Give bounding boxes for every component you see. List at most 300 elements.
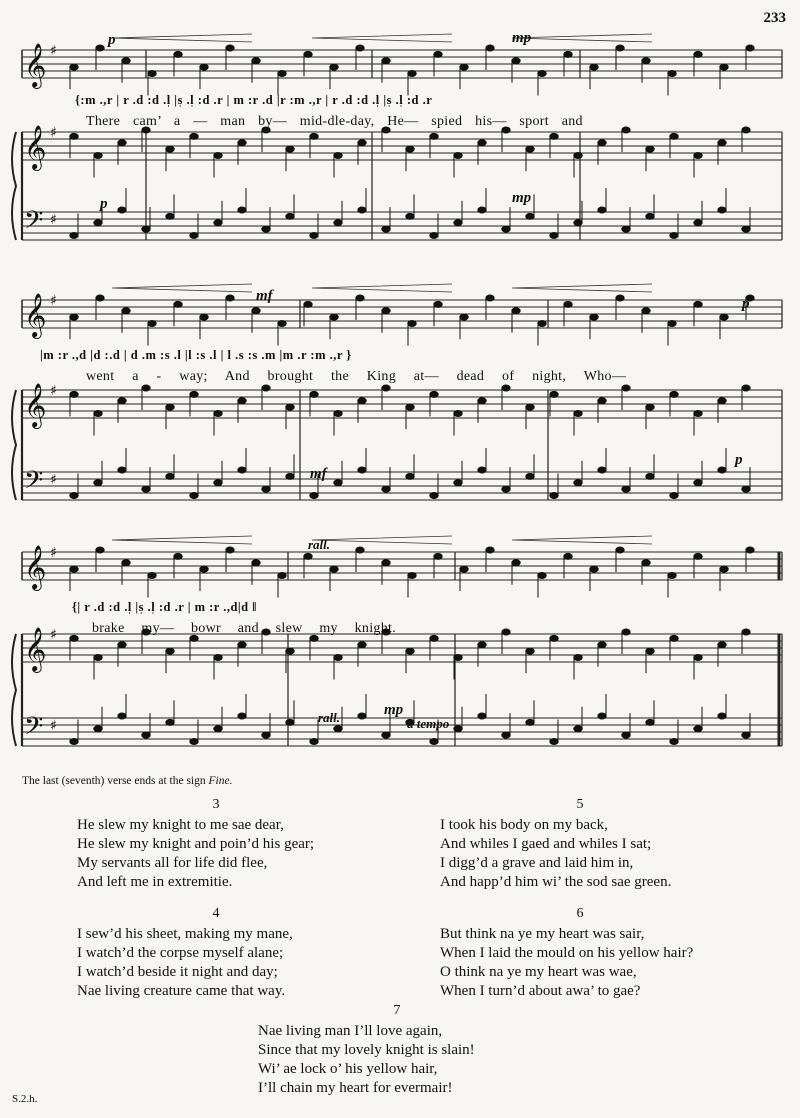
notehead (382, 385, 390, 391)
verse-line: But think na ye my heart was sair, (440, 926, 645, 942)
bass-clef: 𝄢 (24, 712, 44, 747)
notehead (718, 713, 726, 719)
notehead (742, 127, 750, 133)
dynamic-mf: mf (256, 288, 273, 304)
notehead (214, 726, 222, 732)
notehead (356, 547, 364, 553)
notehead (382, 308, 390, 314)
notehead (430, 738, 438, 744)
notehead (190, 492, 198, 498)
notehead (406, 146, 414, 152)
notehead (574, 152, 582, 158)
notehead (166, 404, 174, 410)
notehead (694, 654, 702, 660)
notehead (742, 226, 750, 232)
notehead (252, 308, 260, 314)
notehead (616, 547, 624, 553)
notehead (478, 713, 486, 719)
fine-note (22, 775, 232, 787)
notehead (718, 467, 726, 473)
notehead (356, 295, 364, 301)
notehead (622, 486, 630, 492)
notehead (598, 207, 606, 213)
notehead (622, 629, 630, 635)
notehead (358, 642, 366, 648)
notehead (214, 654, 222, 660)
notehead (478, 467, 486, 473)
notehead (406, 473, 414, 479)
notehead (166, 473, 174, 479)
notehead (622, 732, 630, 738)
notehead (502, 732, 510, 738)
notehead (358, 207, 366, 213)
notehead (574, 654, 582, 660)
notehead (278, 320, 286, 326)
notehead (214, 152, 222, 158)
notehead (598, 642, 606, 648)
treble-clef: 𝄞 (24, 43, 47, 87)
notehead (550, 232, 558, 238)
hairpin (512, 34, 652, 42)
notehead (538, 572, 546, 578)
key-signature-sharp: ♯ (50, 43, 57, 59)
notehead (670, 133, 678, 139)
notehead (142, 385, 150, 391)
notehead (358, 398, 366, 404)
verse-6 (440, 925, 693, 1001)
notehead (286, 146, 294, 152)
dynamic-p-piano-2: p (735, 452, 743, 468)
hairpin (312, 34, 452, 42)
verse-number: 5 (576, 797, 584, 812)
solfa-line-3: {| r .d :d .l̩ |s̩ .l̩ :d .r | m :r .,d|d ‖ (72, 600, 257, 614)
a-tempo-mark: a tempo (407, 716, 450, 731)
notehead (358, 140, 366, 146)
notehead (382, 486, 390, 492)
verse-line: And happ’d him wi’ the sod sae green. (440, 874, 672, 890)
notehead (564, 51, 572, 57)
notehead (334, 726, 342, 732)
key-signature-sharp: ♯ (50, 125, 57, 141)
notehead (238, 642, 246, 648)
verse-line: My servants all for life did flee, (77, 855, 268, 871)
notehead (622, 127, 630, 133)
hairpin (312, 536, 452, 544)
notehead (434, 553, 442, 559)
notehead (238, 140, 246, 146)
verse-3 (77, 816, 314, 892)
notehead (286, 719, 294, 725)
notehead (94, 480, 102, 486)
fine-note-word: Fine. (208, 775, 233, 787)
notehead (70, 391, 78, 397)
bass-clef: 𝄢 (24, 466, 44, 501)
treble-clef: 𝄞 (24, 125, 47, 169)
notehead (190, 738, 198, 744)
notehead (694, 726, 702, 732)
notehead (430, 492, 438, 498)
notehead (96, 295, 104, 301)
notehead (460, 566, 468, 572)
notehead (174, 553, 182, 559)
hairpin (112, 34, 252, 42)
notehead (646, 719, 654, 725)
notehead (526, 648, 534, 654)
notehead (598, 467, 606, 473)
dynamic-mp: mp (512, 30, 532, 46)
notehead (174, 51, 182, 57)
notehead (94, 726, 102, 732)
notehead (118, 713, 126, 719)
notehead (166, 648, 174, 654)
notehead (598, 713, 606, 719)
verse-line: O think na ye my heart was wae, (440, 964, 637, 980)
verse-line: I watch’d the corpse myself alane; (77, 945, 284, 961)
notehead (590, 314, 598, 320)
notehead (214, 480, 222, 486)
notehead (646, 648, 654, 654)
notehead (226, 45, 234, 51)
notehead (694, 553, 702, 559)
notehead (642, 308, 650, 314)
notehead (590, 566, 598, 572)
notehead (122, 308, 130, 314)
notehead (502, 486, 510, 492)
notehead (238, 207, 246, 213)
dynamic-mp-piano: mp (512, 190, 532, 206)
notehead (262, 226, 270, 232)
verse-line: When I laid the mould on his yellow hair? (440, 945, 694, 961)
notehead (262, 385, 270, 391)
notehead (720, 64, 728, 70)
notehead (214, 220, 222, 226)
solfa-line-2: |m :r .,d |d :.d | d .m :s .l |l :s .l | l .s :s .m |m .r :m .,r } (40, 348, 352, 362)
notehead (406, 213, 414, 219)
notehead (310, 738, 318, 744)
notehead (238, 713, 246, 719)
notehead (94, 152, 102, 158)
notehead (430, 232, 438, 238)
notehead (668, 320, 676, 326)
notehead (550, 635, 558, 641)
notehead (148, 572, 156, 578)
notehead (310, 232, 318, 238)
notehead (286, 648, 294, 654)
notehead (694, 152, 702, 158)
verse-line: He slew my knight and poin’d his gear; (77, 836, 315, 852)
notehead (430, 391, 438, 397)
notehead (166, 213, 174, 219)
notehead (70, 133, 78, 139)
notehead (356, 45, 364, 51)
notehead (434, 51, 442, 57)
notehead (310, 492, 318, 498)
solfa-line-1: {:m .,r | r .d :d .l̩ |s̩ .l̩ :d .r | m :r .d |r :m .,r | r .d :d .l̩ |s̩ .l̩ :d .r (75, 93, 433, 107)
notehead (96, 547, 104, 553)
notehead (454, 654, 462, 660)
notehead (502, 629, 510, 635)
notehead (694, 480, 702, 486)
notehead (118, 140, 126, 146)
dynamic-p-2: p (742, 296, 750, 312)
verse-number: 6 (576, 906, 584, 921)
key-signature-sharp: ♯ (50, 383, 57, 399)
notehead (142, 226, 150, 232)
notehead (238, 467, 246, 473)
notehead (70, 314, 78, 320)
key-signature-sharp: ♯ (50, 545, 57, 561)
notehead (304, 51, 312, 57)
notehead (746, 547, 754, 553)
notehead (200, 314, 208, 320)
notehead (574, 726, 582, 732)
notehead (454, 726, 462, 732)
verse-line: Nae living man I’ll love again, (258, 1023, 443, 1039)
verse-4 (77, 925, 293, 1001)
notehead (286, 213, 294, 219)
notehead (200, 64, 208, 70)
notehead (330, 64, 338, 70)
notehead (642, 560, 650, 566)
notehead (454, 410, 462, 416)
verse-line: And left me in extremitie. (77, 874, 233, 890)
dynamic-mp-a-tempo: mp (384, 702, 404, 718)
notehead (190, 391, 198, 397)
notehead (550, 738, 558, 744)
notehead (642, 58, 650, 64)
notehead (742, 732, 750, 738)
notehead (550, 133, 558, 139)
notehead (96, 45, 104, 51)
hairpin (112, 284, 252, 292)
notehead (94, 220, 102, 226)
notehead (718, 207, 726, 213)
key-signature-sharp: ♯ (50, 472, 57, 488)
notehead (148, 320, 156, 326)
notehead (478, 398, 486, 404)
notehead (278, 572, 286, 578)
notehead (502, 226, 510, 232)
dynamic-p: p (108, 32, 116, 48)
verse-line: He slew my knight to me sae dear, (77, 817, 284, 833)
notehead (142, 732, 150, 738)
notehead (70, 635, 78, 641)
notehead (512, 58, 520, 64)
notehead (460, 314, 468, 320)
notehead (330, 314, 338, 320)
notehead (358, 713, 366, 719)
notehead (550, 492, 558, 498)
notehead (382, 732, 390, 738)
notehead (310, 133, 318, 139)
notehead (526, 404, 534, 410)
notehead (286, 404, 294, 410)
fine-note-text: The last (seventh) verse ends at the sign (22, 775, 209, 787)
notehead (590, 64, 598, 70)
notehead (550, 391, 558, 397)
notehead (304, 301, 312, 307)
notehead (408, 320, 416, 326)
dynamic-mf-piano: mf (310, 466, 327, 482)
notehead (334, 220, 342, 226)
notehead (742, 385, 750, 391)
notehead (94, 410, 102, 416)
notehead (694, 220, 702, 226)
key-signature-sharp: ♯ (50, 718, 57, 734)
verse-number: 7 (393, 1003, 401, 1018)
notehead (646, 213, 654, 219)
hairpin (112, 536, 252, 544)
verse-7 (258, 1022, 475, 1098)
verse-line: Since that my lovely knight is slain! (258, 1042, 475, 1058)
notehead (668, 70, 676, 76)
key-signature-sharp: ♯ (50, 293, 57, 309)
notehead (720, 566, 728, 572)
notehead (118, 207, 126, 213)
verse-line: And whiles I gaed and whiles I sat; (440, 836, 652, 852)
notehead (512, 308, 520, 314)
notehead (334, 152, 342, 158)
notehead (742, 629, 750, 635)
notehead (526, 719, 534, 725)
notehead (200, 566, 208, 572)
notehead (616, 295, 624, 301)
piano-brace (12, 132, 16, 240)
notehead (118, 398, 126, 404)
notehead (460, 64, 468, 70)
notehead (408, 70, 416, 76)
notehead (646, 404, 654, 410)
notehead (486, 45, 494, 51)
notehead (622, 226, 630, 232)
lyrics-line-1: There cam’ a — man by— mid-dle-day, He— spied his— sport and (86, 114, 583, 129)
notehead (94, 654, 102, 660)
notehead (406, 404, 414, 410)
piano-brace (12, 634, 16, 746)
notehead (574, 220, 582, 226)
verse-number: 3 (212, 797, 220, 812)
hairpin (312, 284, 452, 292)
notehead (214, 410, 222, 416)
notehead (122, 58, 130, 64)
page-number: 233 (763, 10, 786, 26)
verse-line: I watch’d beside it night and day; (77, 964, 278, 980)
verse-line: Wi’ ae lock o’ his yellow hair, (258, 1061, 438, 1077)
lyrics-line-3: brake my— bowr and slew my knight. (92, 621, 396, 636)
notehead (70, 738, 78, 744)
notehead (70, 64, 78, 70)
verse-line: I’ll chain my heart for evermair! (258, 1080, 453, 1096)
notehead (598, 398, 606, 404)
notehead (478, 642, 486, 648)
footer-code: S.2.h. (12, 1093, 38, 1105)
treble-clef: 𝄞 (24, 545, 47, 589)
notehead (668, 572, 676, 578)
notehead (720, 314, 728, 320)
verse-line: Nae living creature came that way. (77, 983, 286, 999)
notehead (70, 492, 78, 498)
notehead (382, 560, 390, 566)
treble-clef: 𝄞 (24, 627, 47, 671)
notehead (670, 232, 678, 238)
notehead (166, 146, 174, 152)
notehead (70, 232, 78, 238)
notehead (310, 391, 318, 397)
notehead (262, 732, 270, 738)
verse-line: I took his body on my back, (440, 817, 608, 833)
notehead (70, 566, 78, 572)
notehead (226, 295, 234, 301)
notehead (526, 213, 534, 219)
notehead (122, 560, 130, 566)
notehead (742, 486, 750, 492)
notehead (166, 719, 174, 725)
notehead (334, 480, 342, 486)
notehead (430, 133, 438, 139)
notehead (646, 473, 654, 479)
notehead (454, 152, 462, 158)
notehead (512, 560, 520, 566)
lyrics-line-2: went a - way; And brought the King at— dead of night, Who— (86, 369, 627, 384)
notehead (718, 140, 726, 146)
bass-clef: 𝄢 (24, 206, 44, 241)
notehead (564, 553, 572, 559)
notehead (118, 642, 126, 648)
notehead (430, 635, 438, 641)
notehead (358, 467, 366, 473)
key-signature-sharp: ♯ (50, 627, 57, 643)
notehead (478, 207, 486, 213)
notehead (694, 301, 702, 307)
notehead (434, 301, 442, 307)
hairpin (512, 536, 652, 544)
notehead (286, 473, 294, 479)
notehead (408, 572, 416, 578)
notehead (564, 301, 572, 307)
notehead (718, 642, 726, 648)
treble-clef: 𝄞 (24, 383, 47, 427)
notehead (526, 473, 534, 479)
verse-line: I digg’d a grave and laid him in, (440, 855, 634, 871)
notehead (252, 58, 260, 64)
notehead (454, 220, 462, 226)
notehead (718, 398, 726, 404)
notehead (304, 553, 312, 559)
verse-line: I sew’d his sheet, making my mane, (77, 926, 293, 942)
notehead (694, 51, 702, 57)
notehead (486, 547, 494, 553)
notehead (118, 467, 126, 473)
hairpin (512, 284, 652, 292)
notehead (238, 398, 246, 404)
notehead (278, 70, 286, 76)
notehead (598, 140, 606, 146)
notehead (526, 146, 534, 152)
notehead (538, 320, 546, 326)
notehead (746, 45, 754, 51)
key-signature-sharp: ♯ (50, 212, 57, 228)
verse-line: When I turn’d about awa’ to gae? (440, 983, 641, 999)
notehead (670, 492, 678, 498)
notehead (174, 301, 182, 307)
notehead (694, 410, 702, 416)
notehead (330, 566, 338, 572)
rall-mark-bass: rall. (318, 710, 341, 725)
treble-clef: 𝄞 (24, 293, 47, 337)
verse-number: 4 (212, 906, 220, 921)
piano-brace (12, 390, 16, 500)
notehead (622, 385, 630, 391)
